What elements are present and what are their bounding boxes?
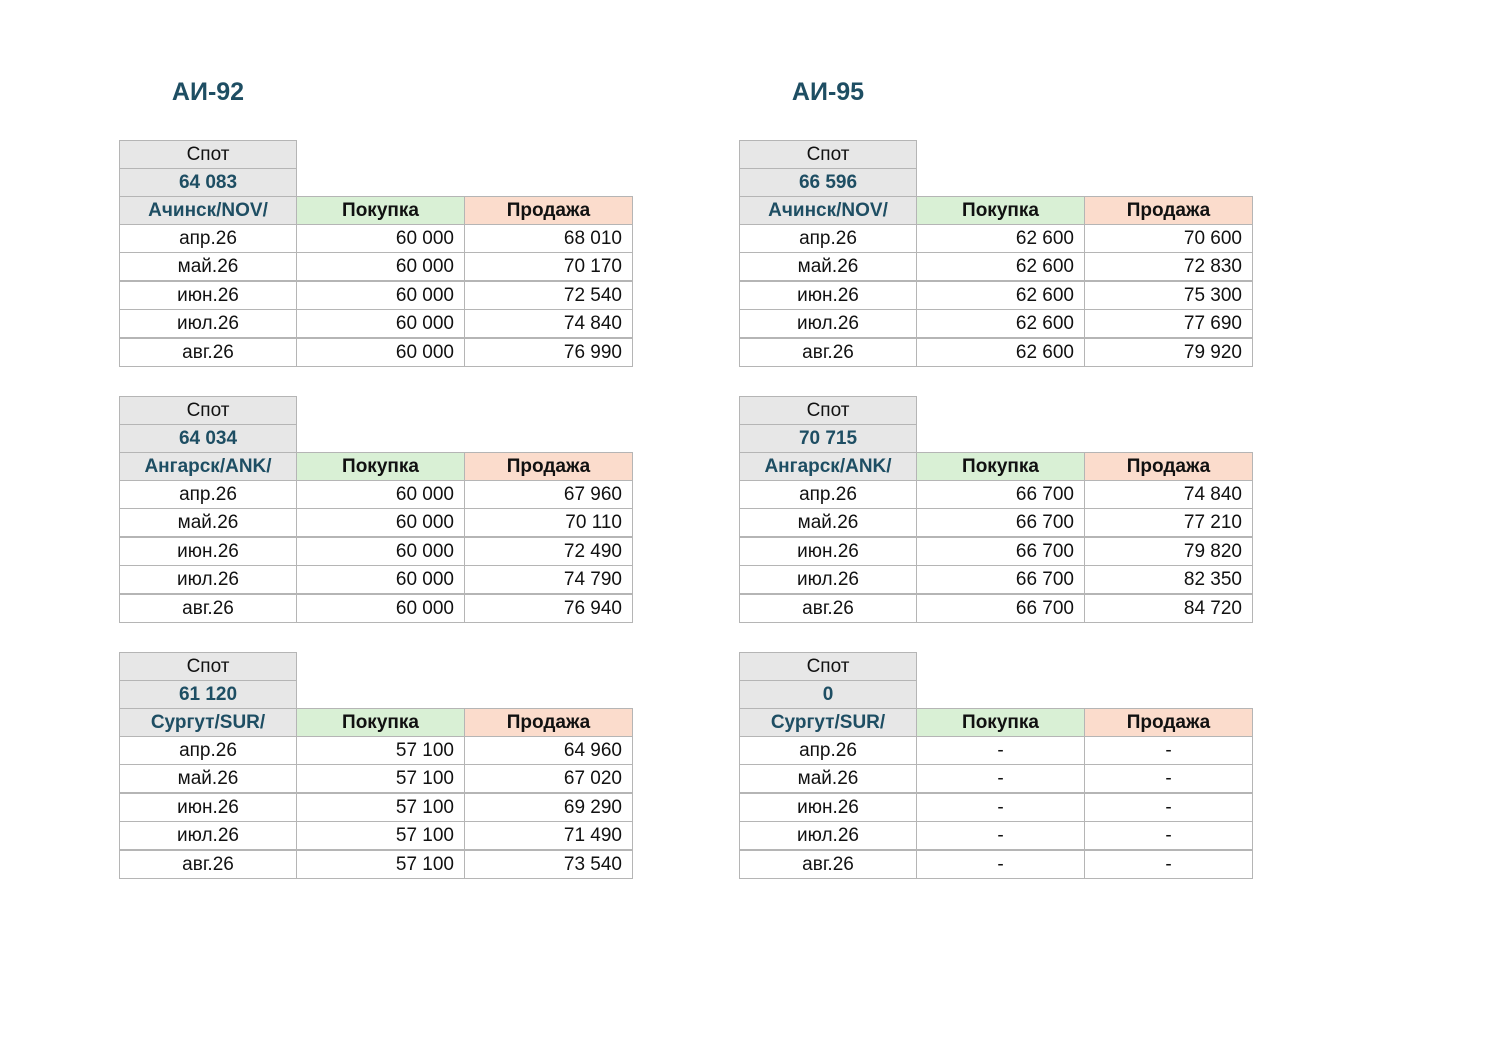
buy-header: Покупка — [916, 196, 1085, 225]
spot-label: Спот — [119, 140, 297, 169]
month-cell: июл.26 — [739, 565, 917, 594]
sell-header: Продажа — [464, 196, 633, 225]
sell-cell: 76 990 — [464, 338, 633, 367]
sell-cell: - — [1084, 821, 1253, 850]
buy-cell: 60 000 — [296, 309, 465, 338]
month-cell: апр.26 — [739, 224, 917, 253]
sell-cell: 79 820 — [1084, 537, 1253, 566]
month-cell: июл.26 — [739, 309, 917, 338]
sell-cell: 70 110 — [464, 508, 633, 537]
location-header: Ангарск/ANK/ — [739, 452, 917, 481]
spot-value: 66 596 — [739, 168, 917, 197]
month-cell: май.26 — [739, 252, 917, 281]
spot-label: Спот — [739, 396, 917, 425]
sell-cell: 70 170 — [464, 252, 633, 281]
month-cell: июн.26 — [739, 793, 917, 822]
buy-cell: 62 600 — [916, 281, 1085, 310]
buy-cell: - — [916, 850, 1085, 879]
buy-cell: 66 700 — [916, 508, 1085, 537]
location-header: Ачинск/NOV/ — [739, 196, 917, 225]
sell-cell: 67 960 — [464, 480, 633, 509]
month-cell: июн.26 — [119, 537, 297, 566]
buy-header: Покупка — [296, 708, 465, 737]
buy-cell: - — [916, 793, 1085, 822]
sell-cell: 69 290 — [464, 793, 633, 822]
sell-cell: 72 830 — [1084, 252, 1253, 281]
sell-cell: 64 960 — [464, 736, 633, 765]
buy-header: Покупка — [916, 452, 1085, 481]
sell-cell: 70 600 — [1084, 224, 1253, 253]
location-header: Сургут/SUR/ — [739, 708, 917, 737]
sell-cell: 77 690 — [1084, 309, 1253, 338]
month-cell: апр.26 — [119, 736, 297, 765]
buy-cell: 57 100 — [296, 764, 465, 793]
month-cell: май.26 — [739, 508, 917, 537]
month-cell: июн.26 — [119, 793, 297, 822]
buy-cell: - — [916, 764, 1085, 793]
month-cell: авг.26 — [119, 594, 297, 623]
buy-cell: 60 000 — [296, 281, 465, 310]
buy-cell: 62 600 — [916, 224, 1085, 253]
buy-header: Покупка — [916, 708, 1085, 737]
month-cell: апр.26 — [739, 480, 917, 509]
fuel-title: АИ-92 — [171, 78, 245, 106]
month-cell: апр.26 — [739, 736, 917, 765]
sell-header: Продажа — [1084, 452, 1253, 481]
sell-cell: 82 350 — [1084, 565, 1253, 594]
buy-cell: 60 000 — [296, 480, 465, 509]
month-cell: май.26 — [119, 252, 297, 281]
location-header: Ачинск/NOV/ — [119, 196, 297, 225]
buy-cell: 60 000 — [296, 565, 465, 594]
sell-cell: - — [1084, 850, 1253, 879]
month-cell: июл.26 — [119, 821, 297, 850]
buy-cell: 66 700 — [916, 565, 1085, 594]
month-cell: июн.26 — [119, 281, 297, 310]
sell-header: Продажа — [464, 452, 633, 481]
sell-header: Продажа — [1084, 196, 1253, 225]
spot-value: 61 120 — [119, 680, 297, 709]
buy-cell: - — [916, 821, 1085, 850]
month-cell: май.26 — [119, 764, 297, 793]
sell-cell: - — [1084, 736, 1253, 765]
month-cell: авг.26 — [739, 338, 917, 367]
sell-cell: 84 720 — [1084, 594, 1253, 623]
month-cell: июл.26 — [739, 821, 917, 850]
sell-cell: 79 920 — [1084, 338, 1253, 367]
sell-cell: - — [1084, 793, 1253, 822]
location-header: Ангарск/ANK/ — [119, 452, 297, 481]
buy-cell: 60 000 — [296, 224, 465, 253]
sell-cell: 67 020 — [464, 764, 633, 793]
buy-cell: 57 100 — [296, 736, 465, 765]
month-cell: май.26 — [119, 508, 297, 537]
buy-cell: 60 000 — [296, 537, 465, 566]
fuel-title: АИ-95 — [791, 78, 865, 106]
month-cell: июн.26 — [739, 281, 917, 310]
sell-header: Продажа — [464, 708, 633, 737]
buy-cell: 66 700 — [916, 594, 1085, 623]
month-cell: авг.26 — [119, 338, 297, 367]
buy-header: Покупка — [296, 452, 465, 481]
buy-cell: 60 000 — [296, 338, 465, 367]
sell-cell: 72 490 — [464, 537, 633, 566]
sell-cell: 73 540 — [464, 850, 633, 879]
sell-cell: 77 210 — [1084, 508, 1253, 537]
spot-label: Спот — [739, 140, 917, 169]
spot-value: 70 715 — [739, 424, 917, 453]
buy-cell: 60 000 — [296, 594, 465, 623]
sell-cell: - — [1084, 764, 1253, 793]
sell-cell: 76 940 — [464, 594, 633, 623]
sell-cell: 74 840 — [464, 309, 633, 338]
buy-cell: 57 100 — [296, 821, 465, 850]
spot-label: Спот — [739, 652, 917, 681]
sell-header: Продажа — [1084, 708, 1253, 737]
month-cell: авг.26 — [739, 594, 917, 623]
spot-label: Спот — [119, 396, 297, 425]
month-cell: апр.26 — [119, 480, 297, 509]
sell-cell: 74 840 — [1084, 480, 1253, 509]
buy-cell: 66 700 — [916, 537, 1085, 566]
buy-header: Покупка — [296, 196, 465, 225]
month-cell: июл.26 — [119, 309, 297, 338]
buy-cell: 60 000 — [296, 252, 465, 281]
sell-cell: 75 300 — [1084, 281, 1253, 310]
buy-cell: 62 600 — [916, 309, 1085, 338]
buy-cell: 66 700 — [916, 480, 1085, 509]
sell-cell: 74 790 — [464, 565, 633, 594]
buy-cell: 62 600 — [916, 338, 1085, 367]
buy-cell: 57 100 — [296, 850, 465, 879]
buy-cell: 60 000 — [296, 508, 465, 537]
month-cell: авг.26 — [739, 850, 917, 879]
month-cell: июл.26 — [119, 565, 297, 594]
month-cell: апр.26 — [119, 224, 297, 253]
buy-cell: - — [916, 736, 1085, 765]
spot-label: Спот — [119, 652, 297, 681]
buy-cell: 57 100 — [296, 793, 465, 822]
month-cell: май.26 — [739, 764, 917, 793]
sell-cell: 72 540 — [464, 281, 633, 310]
location-header: Сургут/SUR/ — [119, 708, 297, 737]
sell-cell: 68 010 — [464, 224, 633, 253]
month-cell: июн.26 — [739, 537, 917, 566]
buy-cell: 62 600 — [916, 252, 1085, 281]
sell-cell: 71 490 — [464, 821, 633, 850]
spot-value: 0 — [739, 680, 917, 709]
spot-value: 64 034 — [119, 424, 297, 453]
month-cell: авг.26 — [119, 850, 297, 879]
spot-value: 64 083 — [119, 168, 297, 197]
